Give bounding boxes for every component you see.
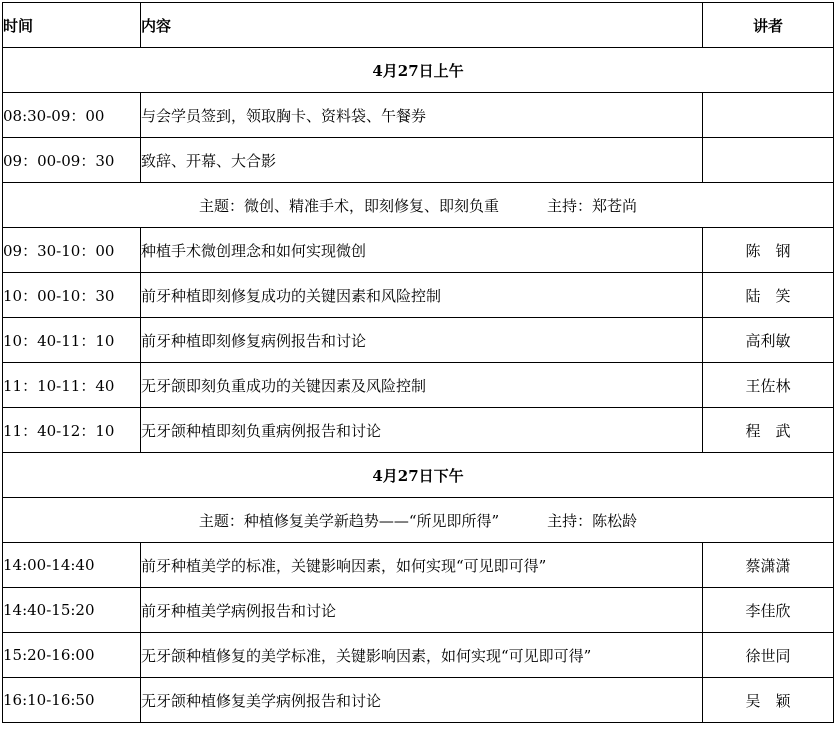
row-speaker: 徐世同: [703, 633, 834, 678]
row-time: 08:30-09：00: [3, 93, 141, 138]
row-time: 16:10-16:50: [3, 678, 141, 723]
theme-cell-morning: [3, 183, 834, 228]
table-row: [3, 138, 834, 183]
row-speaker: 高利敏: [703, 318, 834, 363]
row-speaker: [703, 273, 834, 318]
row-speaker: [703, 408, 834, 453]
table-row: [3, 93, 834, 138]
row-speaker: [703, 138, 834, 183]
header-row: [3, 3, 834, 48]
row-time: 11：40-12：10: [3, 408, 141, 453]
row-content: 致辞、开幕、大合影: [141, 138, 703, 183]
host-text: 主持：郑苍尚: [547, 196, 638, 215]
row-content: 无牙颌种植修复美学病例报告和讨论: [141, 678, 703, 723]
table-row: [3, 633, 834, 678]
row-content: 前牙种植即刻修复成功的关键因素和风险控制: [141, 273, 703, 318]
speaker-name: 陈钢: [745, 241, 806, 260]
speaker-name: 程武: [745, 421, 806, 440]
row-content: 与会学员签到，领取胸卡、资料袋、午餐券: [141, 93, 703, 138]
table-row: [3, 588, 834, 633]
theme-row-afternoon: [3, 498, 834, 543]
theme-text: 主题：种植修复美学新趋势——“所见即所得”: [198, 511, 500, 530]
session-title-afternoon: 4月27日下午: [3, 453, 834, 498]
row-content: 无牙颌种植修复的美学标准，关键影响因素，如何实现“可见即可得”: [141, 633, 703, 678]
row-time: 14:00-14:40: [3, 543, 141, 588]
session-title-morning: 4月27日上午: [3, 48, 834, 93]
table-row: [3, 273, 834, 318]
row-content: 前牙种植美学病例报告和讨论: [141, 588, 703, 633]
row-content: 无牙颌即刻负重成功的关键因素及风险控制: [141, 363, 703, 408]
row-time: 15:20-16:00: [3, 633, 141, 678]
row-content: 无牙颌种植即刻负重病例报告和讨论: [141, 408, 703, 453]
table-row: [3, 318, 834, 363]
row-time: 10：00-10：30: [3, 273, 141, 318]
row-content: 前牙种植美学的标准，关键影响因素，如何实现“可见即可得”: [141, 543, 703, 588]
row-time: 09：30-10：00: [3, 228, 141, 273]
row-time: 09：00-09：30: [3, 138, 141, 183]
table-row: [3, 408, 834, 453]
host-text: 主持：陈松龄: [547, 511, 638, 530]
row-speaker: 蔡潇潇: [703, 543, 834, 588]
row-time: 14:40-15:20: [3, 588, 141, 633]
theme-row-morning: [3, 183, 834, 228]
header-time: 时间: [3, 3, 141, 48]
header-speaker: 讲者: [703, 3, 834, 48]
row-speaker: [703, 93, 834, 138]
row-speaker: [703, 228, 834, 273]
schedule-table: [2, 2, 834, 723]
row-speaker: 李佳欣: [703, 588, 834, 633]
row-speaker: 王佐林: [703, 363, 834, 408]
theme-cell-afternoon: [3, 498, 834, 543]
table-row: [3, 363, 834, 408]
row-speaker: [703, 678, 834, 723]
row-time: 10：40-11：10: [3, 318, 141, 363]
table-row: [3, 678, 834, 723]
row-content: 种植手术微创理念和如何实现微创: [141, 228, 703, 273]
theme-text: 主题：微创、精准手术，即刻修复、即刻负重: [198, 196, 499, 215]
speaker-name: 吴颖: [745, 691, 806, 710]
table-row: [3, 543, 834, 588]
speaker-name: 陆笑: [745, 286, 806, 305]
row-time: 11：10-11：40: [3, 363, 141, 408]
header-content: 内容: [141, 3, 703, 48]
session-row-morning: [3, 48, 834, 93]
session-row-afternoon: [3, 453, 834, 498]
row-content: 前牙种植即刻修复病例报告和讨论: [141, 318, 703, 363]
table-row: [3, 228, 834, 273]
